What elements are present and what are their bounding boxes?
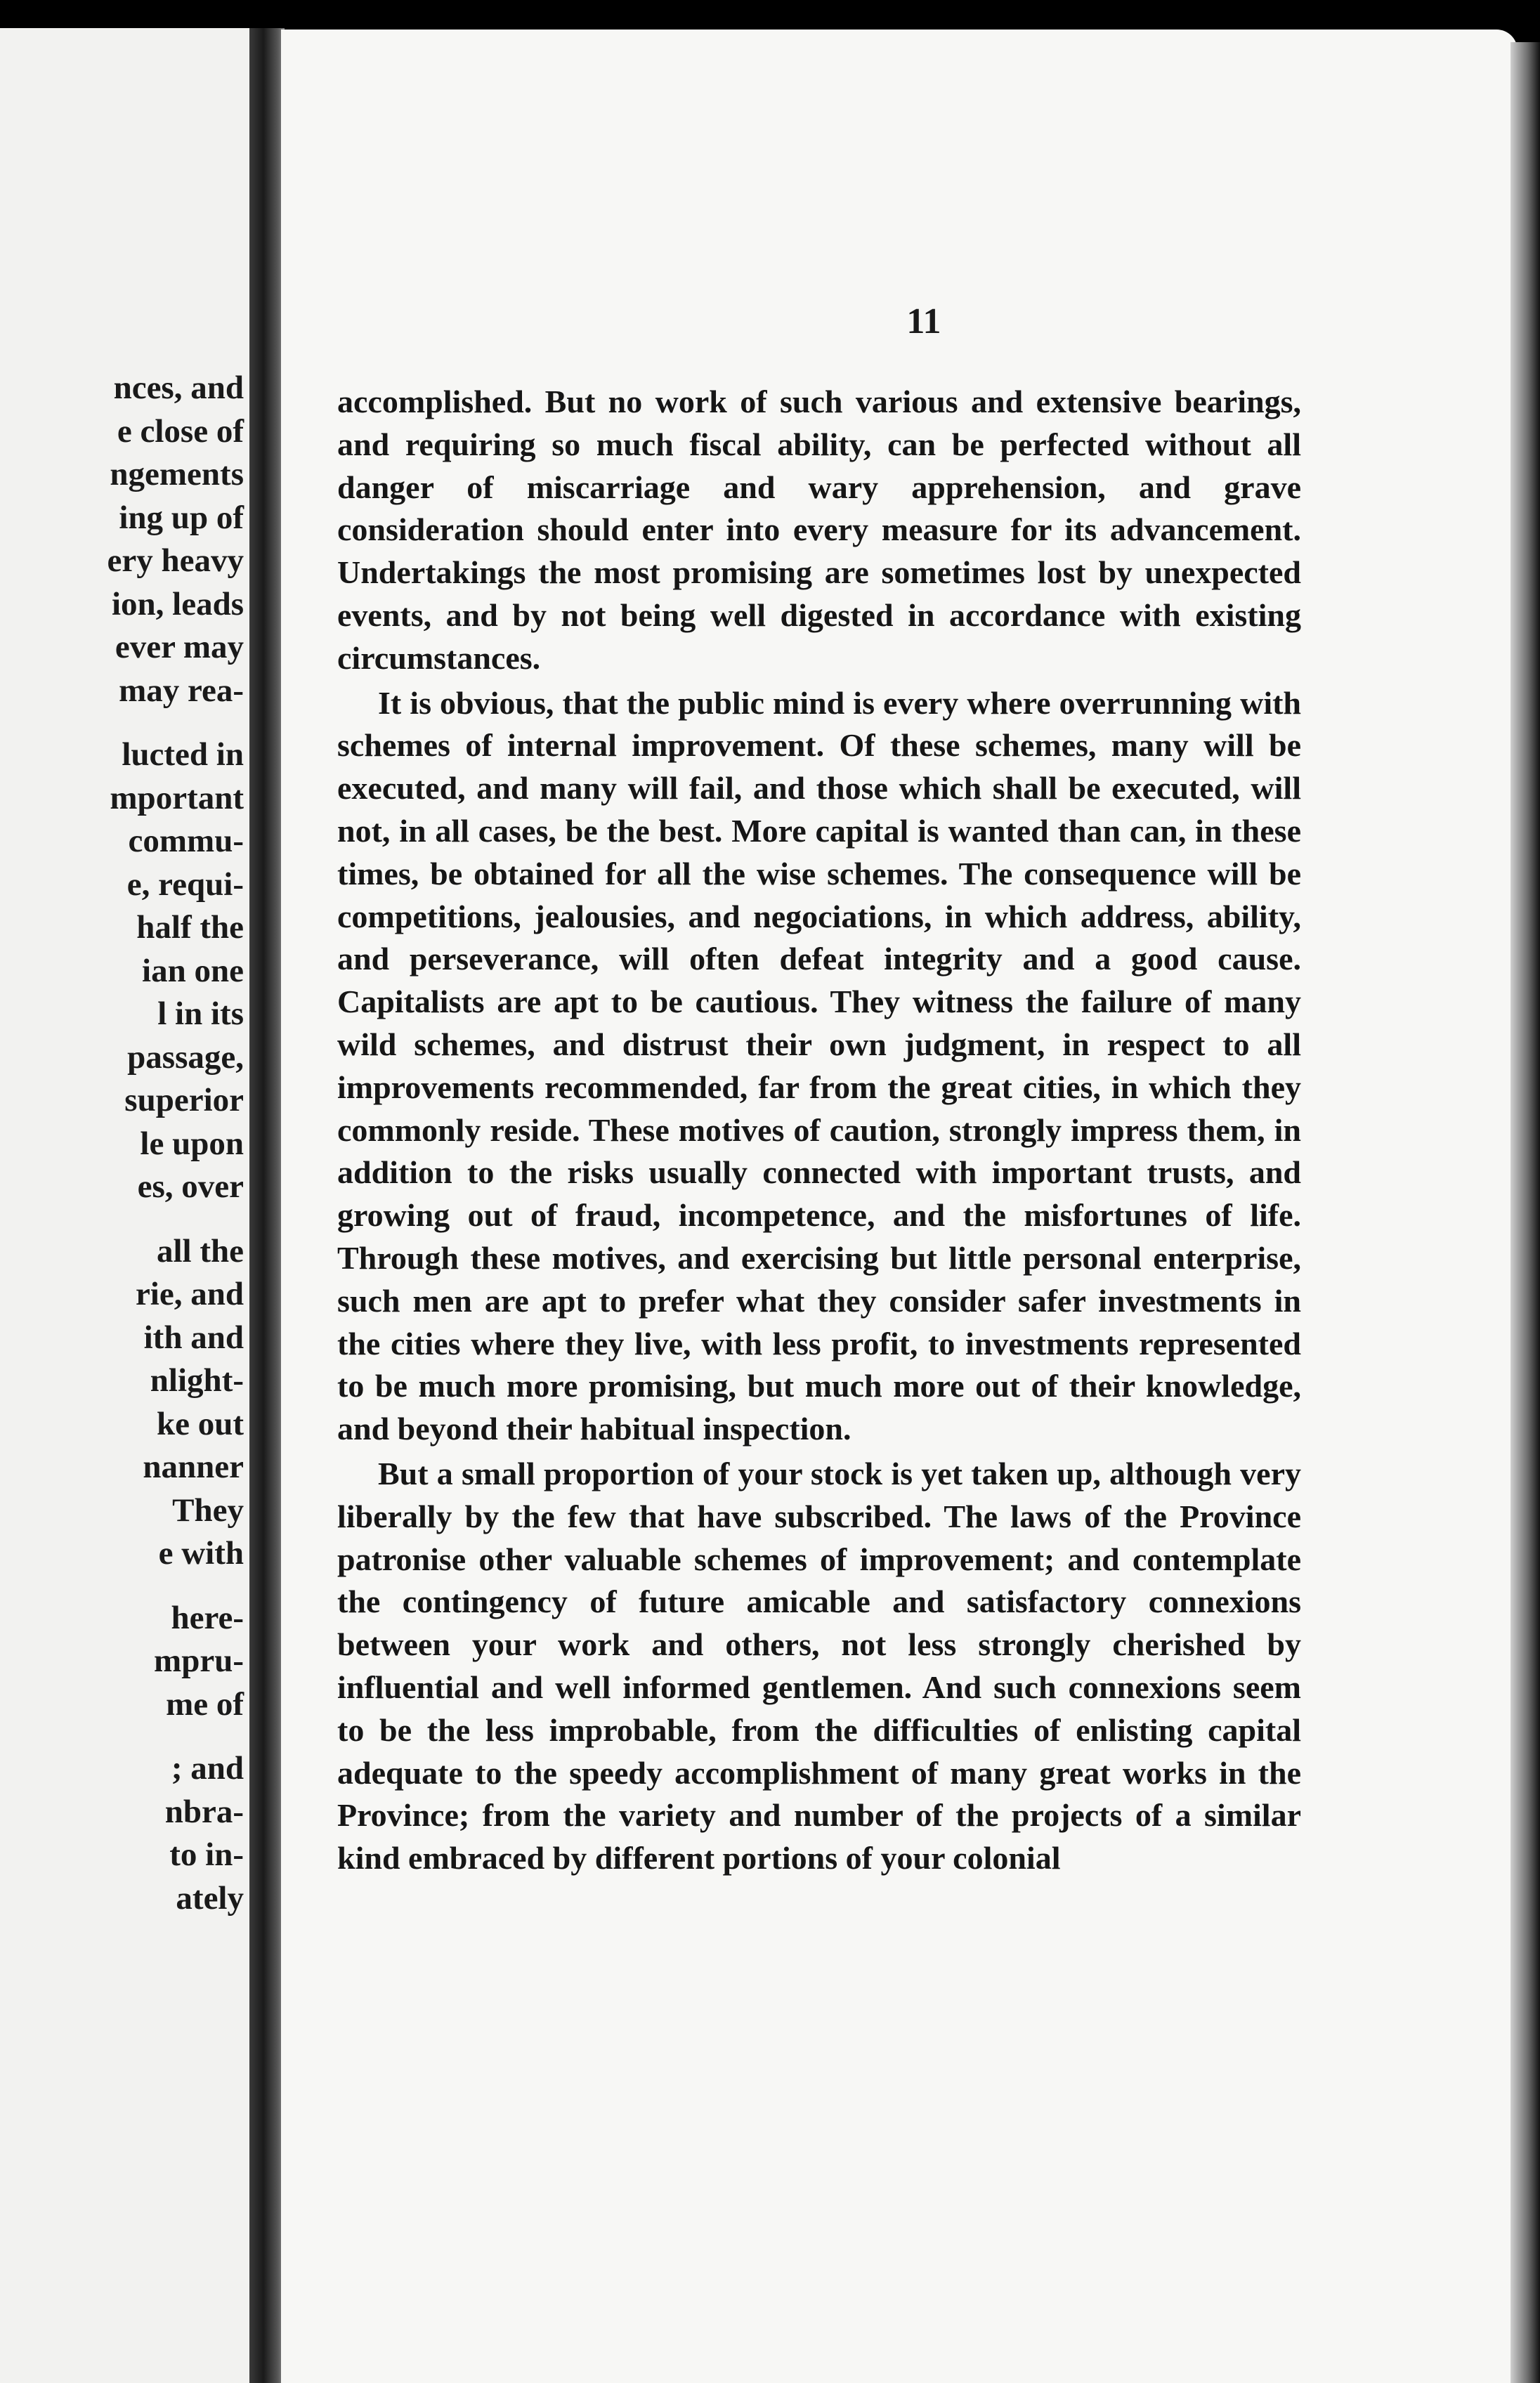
previous-page-line: ke out — [156, 1405, 244, 1442]
previous-page-line: e with — [158, 1535, 244, 1572]
previous-page-line — [107, 712, 244, 733]
previous-page-line: ery heavy — [107, 542, 244, 579]
page-body — [337, 381, 1301, 1880]
book-gutter — [249, 28, 285, 2383]
previous-page-line: nbra- — [164, 1793, 244, 1830]
previous-page-line: may rea- — [119, 672, 244, 709]
previous-page-line: e, requi- — [126, 866, 244, 903]
previous-page-line: ion, leads — [111, 585, 244, 622]
previous-page-line — [107, 1576, 244, 1597]
previous-page-line: ately — [176, 1879, 244, 1917]
paragraph-2: It is obvious, that the public mind is every where overrunning with schemes of internal improvement. Of these schemes, many will be executed, and many will fail, and those which shall be executed, will not, in all cases, be the best. More capital is wanted than can, in these times, be obtained for all the wise schemes. The consequence will be competitions, jealousies, and negociations, in which address, ability, and perseverance, will often defeat integrity and a good cause. Capitalists are apt to be cautious. They witness the failure of many wild schemes, and distrust their own judgment, in respect to all improvements recommended, far from the great cities, in which they commonly reside. These motives of caution, strongly impress them, in addition to the risks usually connected with important trusts, and growing out of fraud, incompetence, and the misfortunes of life. Through these motives, and exercising but little personal enterprise, such men are apt to prefer what they consider safer investments in the cities where they live, with less profit, to investments represented to be much more promising, but much more out of their knowledge, and beyond their habitual inspection. — [337, 684, 1301, 1447]
previous-page-line: ngements — [110, 456, 244, 492]
previous-page-text — [107, 367, 244, 1920]
paragraph-3: But a small proportion of your stock is yet taken up, although very liberally by the few that have subscribed. The laws of the Province patronise other valuable schemes of improvement; and contemplate the contingency of future amicable and satisfactory connexions between your work and others, not less strongly cherished by influential and well informed gentlemen. And such connexions seem to be the less improbable, from the difficulties of enlisting capital adequate to the speedy accomplishment of many great works in the Province; from the variety and number of the projects of a similar kind embraced by different portions of your colonial — [337, 1455, 1301, 1876]
previous-page-line: ing up of — [119, 499, 244, 536]
previous-page-line: commu- — [128, 823, 244, 859]
previous-page-line: ever may — [115, 629, 244, 665]
previous-page-line: passage, — [127, 1038, 244, 1076]
book-page — [281, 30, 1518, 2383]
previous-page-line: rie, and — [135, 1276, 244, 1312]
previous-page-line: superior — [124, 1082, 244, 1118]
page-edge-shadow — [1510, 42, 1540, 2383]
previous-page-line: es, over — [137, 1168, 244, 1205]
previous-page-line: They — [172, 1491, 244, 1529]
previous-page-line: nanner — [143, 1449, 244, 1485]
previous-page-line: me of — [166, 1685, 244, 1723]
paragraph-1: accomplished. But no work of such various and extensive bearings, and requiring so much fiscal ability, can be perfected without all danger of miscarriage and wary apprehension, and grave consideration should enter into every measure for its advancement. Undertakings the most promising are sometimes lost by unexpected events, and by not being well digested in accordance with existing circumstances. — [337, 384, 1301, 676]
previous-page-fragment — [0, 28, 249, 2383]
previous-page-line: mpru- — [154, 1643, 244, 1679]
previous-page-line: l in its — [157, 995, 244, 1032]
previous-page-line: ith and — [143, 1319, 244, 1356]
previous-page-line: here- — [171, 1599, 244, 1636]
previous-page-line: mportant — [110, 779, 244, 816]
previous-page-line: ; and — [171, 1750, 244, 1787]
previous-page-line: ian one — [142, 952, 244, 989]
previous-page-line: to in- — [169, 1836, 244, 1873]
previous-page-line: all the — [156, 1232, 244, 1269]
previous-page-line: le upon — [140, 1125, 244, 1162]
page-number: 11 — [906, 301, 941, 341]
previous-page-line — [107, 1209, 244, 1230]
previous-page-line — [107, 1726, 244, 1747]
previous-page-line: e close of — [117, 412, 244, 450]
previous-page-line: lucted in — [122, 736, 244, 773]
previous-page-line: nces, and — [113, 370, 244, 406]
previous-page-line: nlight- — [150, 1362, 244, 1399]
previous-page-line: half the — [136, 909, 244, 946]
